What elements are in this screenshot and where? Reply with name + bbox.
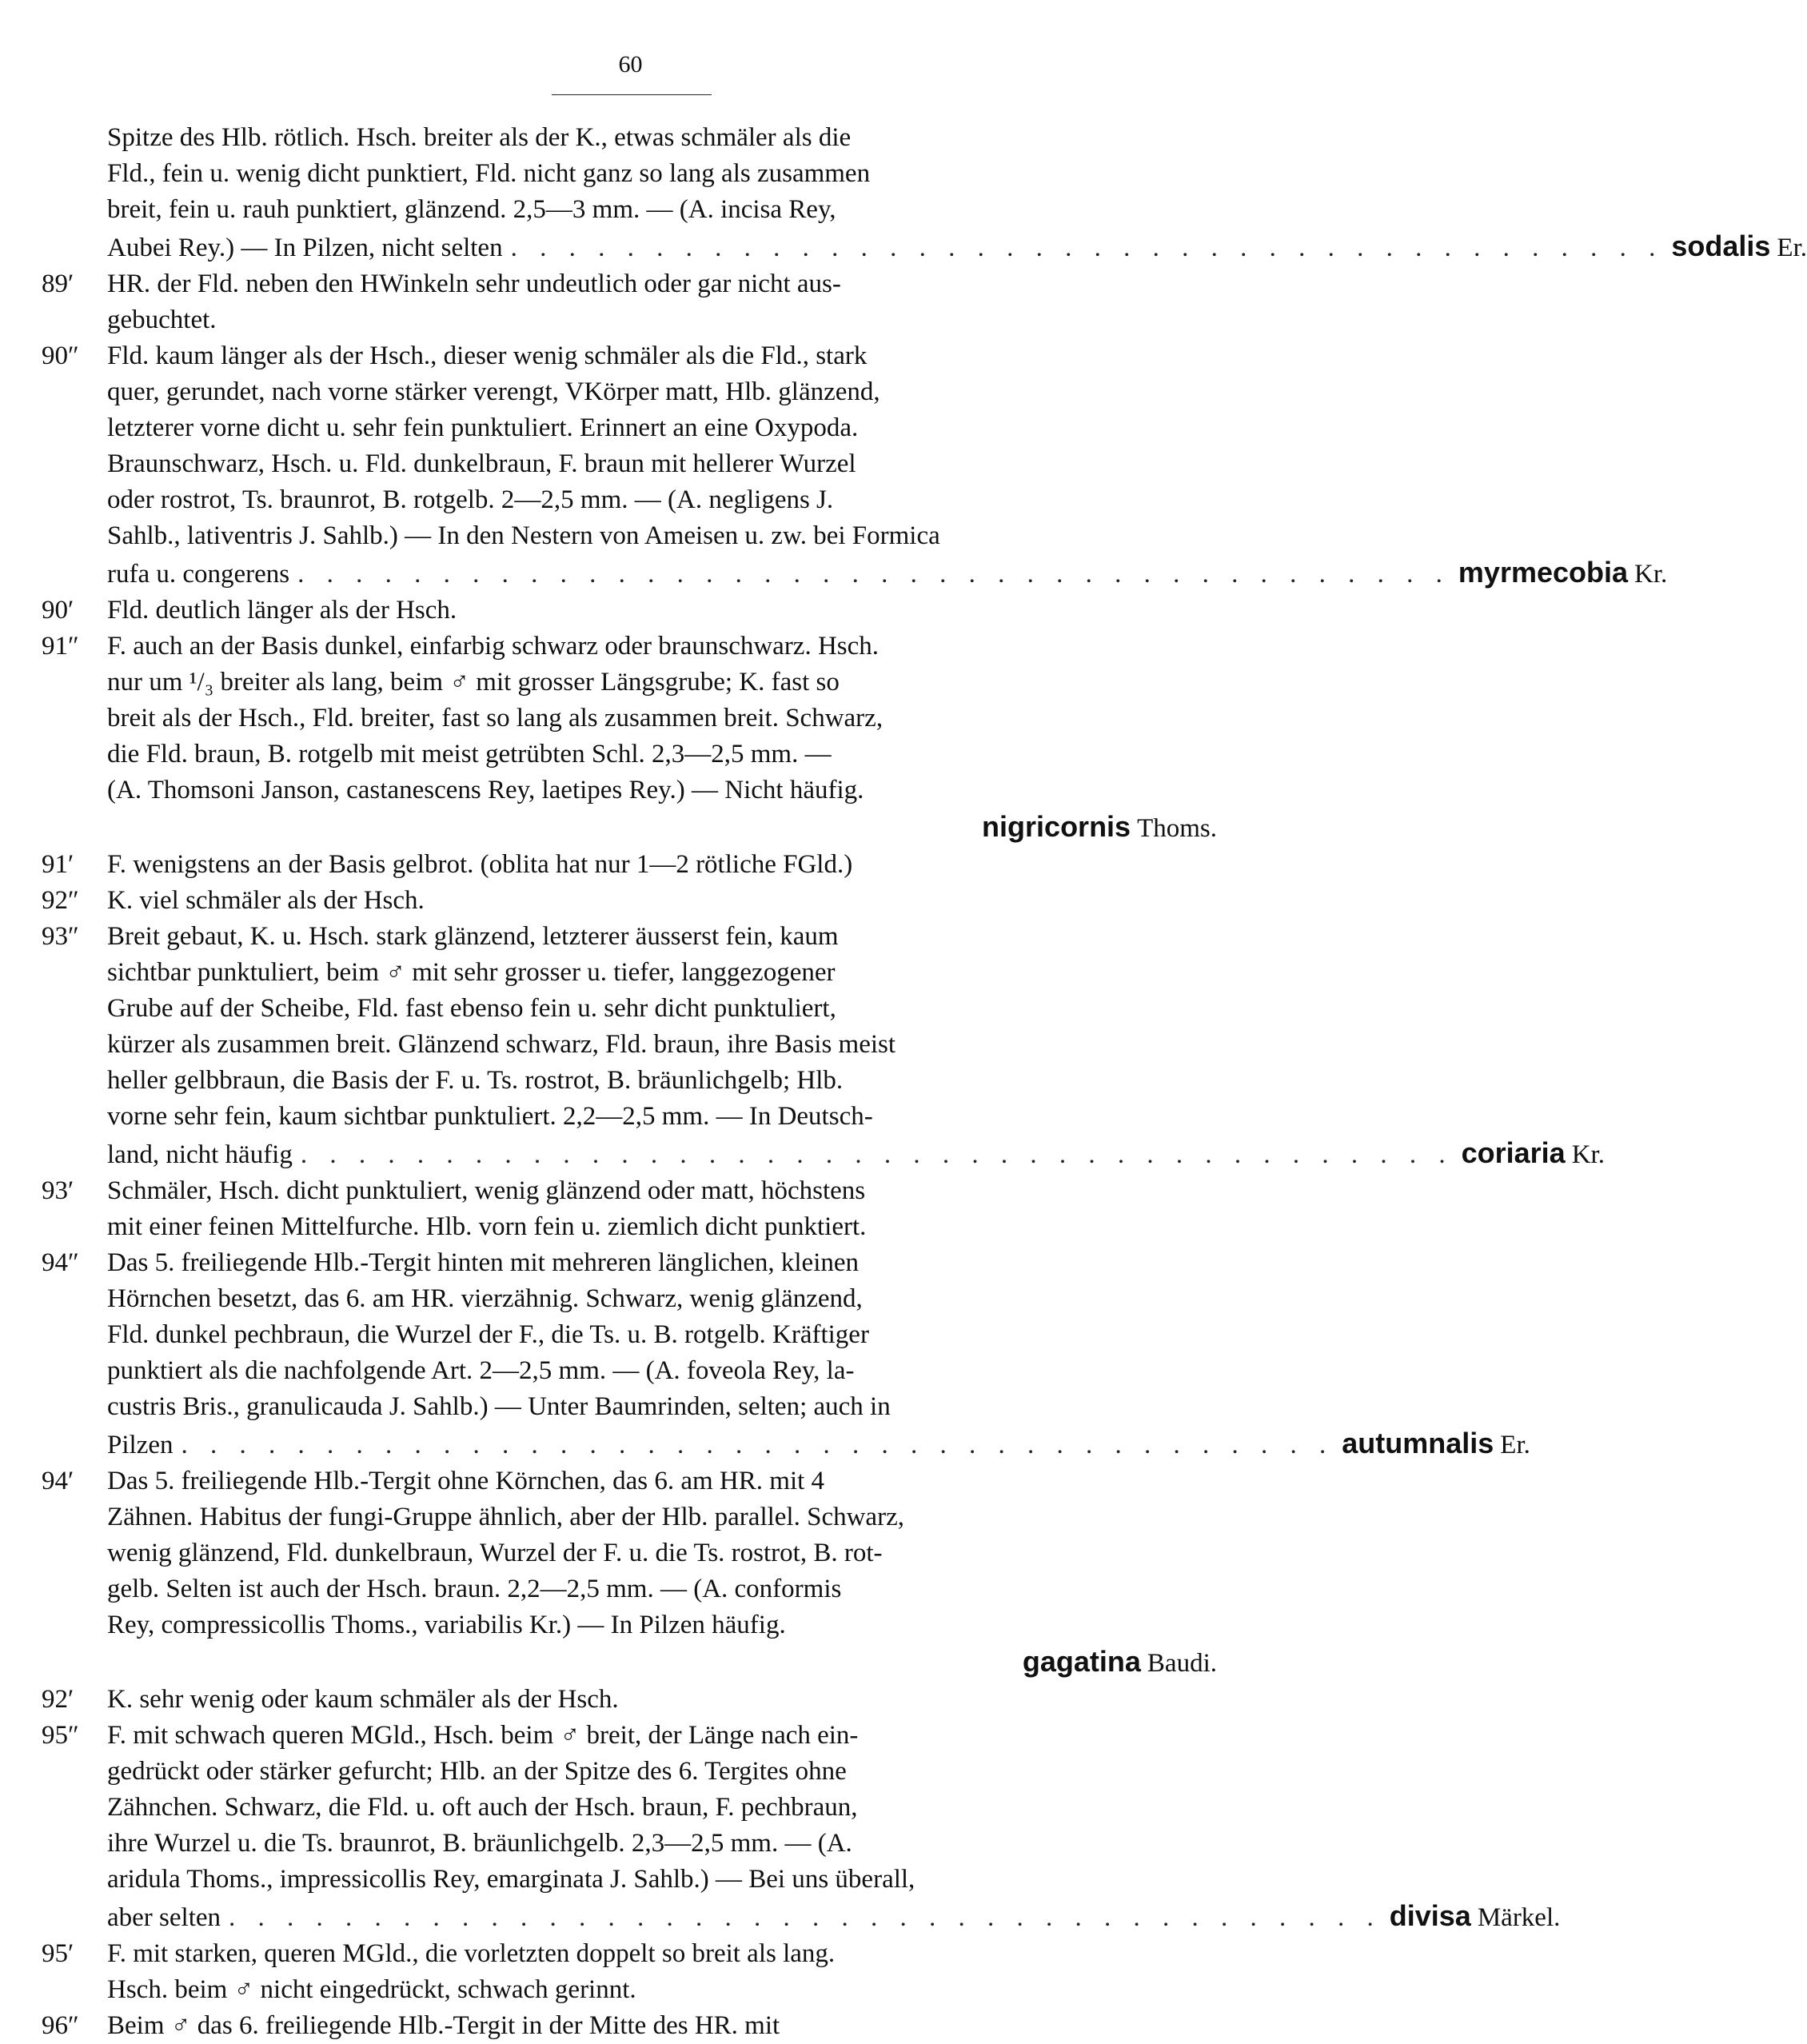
- entry-number: 93′: [42, 1176, 74, 1205]
- text-line: (A. Thomsoni Janson, castanescens Rey, laetipes Rey.) — Nicht häufig.: [107, 776, 864, 804]
- leader-text: aber selten: [107, 1903, 221, 1932]
- text-line: quer, gerundet, nach vorne stärker verengt, VKörper matt, Hlb. glänzend,: [107, 377, 880, 406]
- dot-leader: . . . . . . . . . . . . . . . . . . . . . . . . . . . . . . . . . . . . . . . .: [510, 234, 1664, 262]
- text-line: Zähnen. Habitus der fungi-Gruppe ähnlich, aber der Hlb. parallel. Schwarz,: [107, 1503, 904, 1531]
- species-line: [107, 808, 1217, 847]
- text-line: Hörnchen besetzt, das 6. am HR. vierzähnig. Schwarz, wenig glänzend,: [107, 1284, 863, 1313]
- text-line: aridula Thoms., impressicollis Rey, emarginata J. Sahlb.) — Bei uns überall,: [107, 1865, 915, 1894]
- entry-number: 94″: [42, 1248, 79, 1277]
- dot-leader: . . . . . . . . . . . . . . . . . . . . . . . . . . . . . . . . . . . . . . . .: [181, 1431, 1334, 1459]
- entry-text: [107, 266, 1217, 338]
- species-line: [107, 554, 1668, 593]
- species-line: [107, 228, 1807, 266]
- key-entry: [42, 1245, 1530, 1463]
- leader-text: land, nicht häufig: [107, 1140, 293, 1169]
- species-name: gagatina: [1022, 1645, 1141, 1678]
- entry-number: 94′: [42, 1467, 74, 1495]
- key-entry: [42, 919, 1605, 1173]
- entry-text: [107, 593, 1217, 629]
- key-entry: [42, 266, 1217, 338]
- key-entry: [42, 1718, 1561, 1936]
- species-line: [107, 1425, 1530, 1463]
- entry-number: 92′: [42, 1685, 74, 1714]
- text-line: HR. der Fld. neben den HWinkeln sehr undeutlich oder gar nicht aus-: [107, 269, 841, 298]
- text-line: letzterer vorne dicht u. sehr fein punktuliert. Erinnert an eine Oxypoda.: [107, 413, 859, 442]
- entry-number: 90″: [42, 341, 79, 370]
- entry-text: [107, 1245, 1530, 1463]
- key-entry: [42, 2008, 1217, 2044]
- entry-number: 91″: [42, 632, 79, 661]
- key-entry: [42, 593, 1217, 629]
- species-line: [107, 1643, 1217, 1682]
- key-entry: [42, 883, 1217, 919]
- entry-number: 95′: [42, 1939, 74, 1968]
- key-entry: [42, 1173, 1217, 1245]
- entry-text: [107, 629, 1217, 847]
- text-line: ihre Wurzel u. die Ts. braunrot, B. bräunlichgelb. 2,3—2,5 mm. — (A.: [107, 1829, 852, 1858]
- text-line: F. mit schwach queren MGld., Hsch. beim ♂ breit, der Länge nach ein-: [107, 1721, 859, 1750]
- text-line: Braunschwarz, Hsch. u. Fld. dunkelbraun, F. braun mit hellerer Wurzel: [107, 449, 856, 478]
- entry-text: [107, 2008, 1217, 2044]
- entry-text: [107, 919, 1605, 1173]
- species-name: sodalis: [1671, 230, 1771, 262]
- text-line: sichtbar punktuliert, beim ♂ mit sehr grosser u. tiefer, langgezogener: [107, 958, 836, 987]
- text-line: heller gelbbraun, die Basis der F. u. Ts. rostrot, B. bräunlichgelb; Hlb.: [107, 1066, 844, 1095]
- text-line: Beim ♂ das 6. freiliegende Hlb.-Tergit in der Mitte des HR. mit: [107, 2011, 780, 2040]
- leader-text: Aubei Rey.) — In Pilzen, nicht selten: [107, 234, 503, 262]
- text-line: Hsch. beim ♂ nicht eingedrückt, schwach gerinnt.: [107, 1975, 636, 2004]
- text-line: Fld. dunkel pechbraun, die Wurzel der F., die Ts. u. B. rotgelb. Kräftiger: [107, 1320, 869, 1349]
- key-entry: [42, 120, 1807, 266]
- key-entry: [42, 1936, 1217, 2008]
- species-author: Er.: [1500, 1431, 1530, 1459]
- leader-text: rufa u. congerens: [107, 560, 290, 589]
- entry-number: 96″: [42, 2011, 79, 2040]
- text-line: breit als der Hsch., Fld. breiter, fast so lang als zusammen breit. Schwarz,: [107, 704, 884, 733]
- text-line: custris Bris., granulicauda J. Sahlb.) — Unter Baumrinden, selten; auch in: [107, 1392, 891, 1421]
- entry-number: 90′: [42, 596, 74, 625]
- species-name: coriaria: [1461, 1136, 1566, 1169]
- text-line: oder rostrot, Ts. braunrot, B. rotgelb. 2—2,5 mm. — (A. negligens J.: [107, 485, 834, 514]
- species-author: Er.: [1777, 234, 1807, 262]
- key-entry: [42, 629, 1217, 847]
- text-line: Breit gebaut, K. u. Hsch. stark glänzend, letzterer äusserst fein, kaum: [107, 922, 839, 951]
- text-line: F. auch an der Basis dunkel, einfarbig schwarz oder braunschwarz. Hsch.: [107, 632, 880, 661]
- species-line: [107, 1898, 1561, 1936]
- species-author: Baudi.: [1147, 1649, 1217, 1678]
- entry-text: [107, 847, 1217, 883]
- text-line: F. mit starken, queren MGld., die vorletzten doppelt so breit als lang.: [107, 1939, 836, 1968]
- text-line: Das 5. freiliegende Hlb.-Tergit hinten mit mehreren länglichen, kleinen: [107, 1248, 860, 1277]
- header-rule: [552, 94, 712, 95]
- text-line: F. wenigstens an der Basis gelbrot. (oblita hat nur 1—2 rötliche FGld.): [107, 850, 853, 879]
- text-line: vorne sehr fein, kaum sichtbar punktuliert. 2,2—2,5 mm. — In Deutsch-: [107, 1102, 873, 1131]
- text-line: nur um ¹/₃ breiter als lang, beim ♂ mit grosser Längsgrube; K. fast so: [107, 668, 840, 697]
- key-entry: [42, 1682, 1217, 1718]
- entry-text: [107, 1936, 1217, 2008]
- text-line: die Fld. braun, B. rotgelb mit meist getrübten Schl. 2,3—2,5 mm. —: [107, 740, 832, 768]
- entry-text: [107, 883, 1217, 919]
- dot-leader: . . . . . . . . . . . . . . . . . . . . . . . . . . . . . . . . . . . . . . . .: [297, 560, 1450, 589]
- entry-number: 89′: [42, 269, 74, 298]
- entry-text: [107, 1682, 1217, 1718]
- text-line: Spitze des Hlb. rötlich. Hsch. breiter als der K., etwas schmäler als die: [107, 123, 852, 152]
- text-line: Fld., fein u. wenig dicht punktiert, Fld. nicht ganz so lang als zusammen: [107, 159, 871, 188]
- species-author: Kr.: [1571, 1140, 1605, 1169]
- text-line: wenig glänzend, Fld. dunkelbraun, Wurzel der F. u. die Ts. rostrot, B. rot-: [107, 1539, 883, 1567]
- species-author: Kr.: [1634, 560, 1668, 589]
- text-line: Fld. deutlich länger als der Hsch.: [107, 596, 457, 625]
- entry-number: 91′: [42, 850, 74, 879]
- text-line: gelb. Selten ist auch der Hsch. braun. 2,2—2,5 mm. — (A. conformis: [107, 1575, 842, 1603]
- key-entry: [42, 847, 1217, 883]
- entry-text: [107, 338, 1668, 593]
- entry-number: 92″: [42, 886, 79, 915]
- species-name: myrmecobia: [1458, 556, 1629, 589]
- dot-leader: . . . . . . . . . . . . . . . . . . . . . . . . . . . . . . . . . . . . . . . .: [300, 1140, 1454, 1169]
- leader-text: Pilzen: [107, 1431, 174, 1459]
- key-entry: [42, 1463, 1217, 1682]
- text-line: Zähnchen. Schwarz, die Fld. u. oft auch der Hsch. braun, F. pechbraun,: [107, 1793, 858, 1822]
- species-name: nigricornis: [982, 810, 1131, 843]
- species-name: divisa: [1389, 1899, 1471, 1932]
- text-line: mit einer feinen Mittelfurche. Hlb. vorn fein u. ziemlich dicht punktiert.: [107, 1212, 867, 1241]
- text-line: K. sehr wenig oder kaum schmäler als der Hsch.: [107, 1685, 619, 1714]
- text-line: Das 5. freiliegende Hlb.-Tergit ohne Körnchen, das 6. am HR. mit 4: [107, 1467, 825, 1495]
- text-line: Grube auf der Scheibe, Fld. fast ebenso fein u. sehr dicht punktuliert,: [107, 994, 836, 1023]
- page-number: 60: [618, 51, 643, 78]
- text-line: breit, fein u. rauh punktiert, glänzend. 2,5—3 mm. — (A. incisa Rey,: [107, 195, 836, 224]
- dot-leader: . . . . . . . . . . . . . . . . . . . . . . . . . . . . . . . . . . . . . . . .: [229, 1903, 1382, 1932]
- document-body: [42, 120, 1807, 2044]
- entry-text: [107, 120, 1807, 266]
- text-line: kürzer als zusammen breit. Glänzend schwarz, Fld. braun, ihre Basis meist: [107, 1030, 896, 1059]
- entry-text: [107, 1718, 1561, 1936]
- entry-text: [107, 1463, 1217, 1682]
- entry-text: [107, 1173, 1217, 1245]
- text-line: punktiert als die nachfolgende Art. 2—2,5 mm. — (A. foveola Rey, la-: [107, 1356, 855, 1385]
- species-author: Märkel.: [1477, 1903, 1561, 1932]
- entry-number: 93″: [42, 922, 79, 951]
- species-name: autumnalis: [1342, 1427, 1494, 1459]
- text-line: Rey, compressicollis Thoms., variabilis Kr.) — In Pilzen häufig.: [107, 1611, 786, 1639]
- text-line: Sahlb., lativentris J. Sahlb.) — In den Nestern von Ameisen u. zw. bei Formica: [107, 521, 940, 550]
- text-line: K. viel schmäler als der Hsch.: [107, 886, 425, 915]
- text-line: gedrückt oder stärker gefurcht; Hlb. an der Spitze des 6. Tergites ohne: [107, 1757, 847, 1786]
- species-line: [107, 1135, 1605, 1173]
- text-line: gebuchtet.: [107, 305, 217, 334]
- species-author: Thoms.: [1137, 814, 1217, 843]
- entry-number: 95″: [42, 1721, 79, 1750]
- text-line: Fld. kaum länger als der Hsch., dieser wenig schmäler als die Fld., stark: [107, 341, 868, 370]
- key-entry: [42, 338, 1668, 593]
- text-line: Schmäler, Hsch. dicht punktuliert, wenig glänzend oder matt, höchstens: [107, 1176, 866, 1205]
